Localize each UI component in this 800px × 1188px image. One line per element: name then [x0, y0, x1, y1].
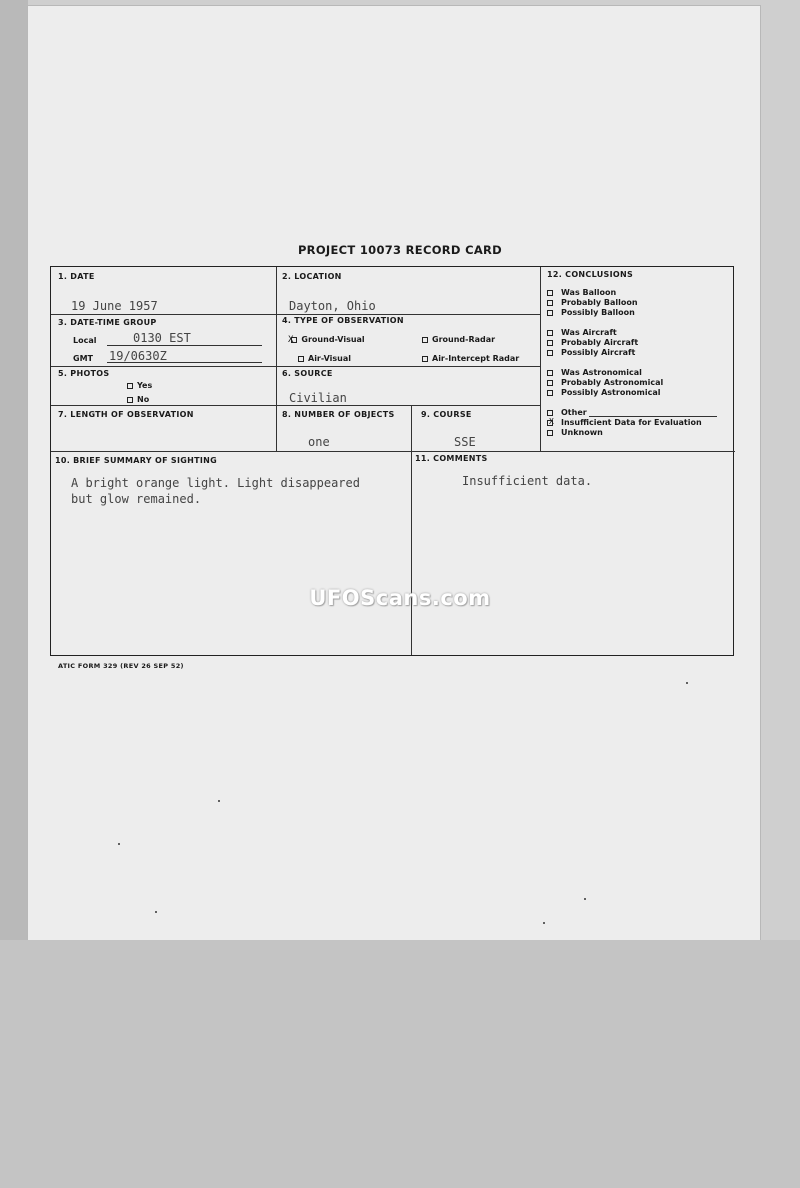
conclusion-item: [547, 408, 717, 417]
divider: [51, 366, 540, 367]
conclusion-item: [547, 368, 642, 377]
air-intercept-radar-label: Air-Intercept Radar: [432, 354, 520, 363]
scan-speck: [218, 800, 220, 802]
conclusion-item: [547, 338, 638, 347]
checkbox: [547, 380, 553, 386]
checkbox: [298, 356, 304, 362]
photos-yes-label: Yes: [137, 381, 153, 390]
date-value: 19 June 1957: [71, 299, 158, 313]
conclusion-label: Possibly Astronomical: [561, 388, 661, 397]
checkbox: [422, 337, 428, 343]
divider: [411, 405, 412, 655]
divider: [51, 451, 735, 452]
ground-visual-label: Ground-Visual: [301, 335, 365, 344]
number-of-objects-label: 8. NUMBER OF OBJECTS: [282, 410, 395, 419]
checkbox: [547, 300, 553, 306]
conclusion-label: Probably Astronomical: [561, 378, 664, 387]
date-label: 1. DATE: [58, 272, 95, 281]
scan-speck: [686, 682, 688, 684]
conclusion-label: Was Aircraft: [561, 328, 617, 337]
summary-line-2: but glow remained.: [71, 492, 202, 506]
checkbox: [547, 330, 553, 336]
ground-radar-option: [422, 335, 495, 344]
summary-label: 10. BRIEF SUMMARY OF SIGHTING: [55, 456, 218, 465]
scan-edge-shadow: [0, 0, 28, 940]
conclusion-item: [547, 298, 638, 307]
conclusion-item: [547, 348, 635, 357]
conclusions-label: 12. CONCLUSIONS: [547, 270, 633, 279]
scan-speck: [155, 911, 157, 913]
conclusion-label: Insufficient Data for Evaluation: [561, 418, 702, 427]
photos-label: 5. PHOTOS: [58, 369, 110, 378]
form-footer: ATIC FORM 329 (REV 26 SEP 52): [58, 662, 184, 670]
checkbox: [547, 390, 553, 396]
type-of-observation-label: 4. TYPE OF OBSERVATION: [282, 316, 404, 325]
checkbox-checked: [547, 416, 554, 426]
card-title: PROJECT 10073 RECORD CARD: [297, 243, 503, 257]
local-label: Local: [73, 336, 97, 345]
conclusion-label: Unknown: [561, 428, 603, 437]
scan-speck: [584, 898, 586, 900]
date-time-group-label: 3. DATE-TIME GROUP: [58, 318, 157, 327]
divider: [51, 405, 540, 406]
checkbox: [127, 383, 133, 389]
conclusion-label: Possibly Balloon: [561, 308, 635, 317]
checked-mark: X: [288, 335, 294, 345]
ground-radar-label: Ground-Radar: [432, 335, 496, 344]
ground-visual-option: [288, 335, 365, 345]
conclusion-item: [547, 378, 663, 387]
conclusion-item: [547, 308, 635, 317]
number-of-objects-value: one: [308, 435, 330, 449]
source-label: 6. SOURCE: [282, 369, 333, 378]
divider: [51, 314, 540, 315]
conclusion-item: [547, 418, 702, 427]
divider: [540, 267, 541, 451]
summary-line-1: A bright orange light. Light disappeared: [71, 476, 360, 490]
location-value: Dayton, Ohio: [289, 299, 376, 313]
course-value: SSE: [454, 435, 476, 449]
other-underline: [589, 416, 717, 417]
scan-background-lower: [0, 940, 800, 1188]
scan-speck: [543, 922, 545, 924]
conclusion-label: Was Astronomical: [561, 368, 642, 377]
local-value: 0130 EST: [133, 331, 191, 345]
photos-no-option: [127, 395, 149, 404]
checkbox: [547, 370, 553, 376]
checkbox: [547, 310, 553, 316]
conclusion-label: Probably Aircraft: [561, 338, 639, 347]
air-intercept-radar-option: [422, 354, 519, 363]
watermark: UFOScans.com: [309, 586, 491, 610]
photos-yes-option: [127, 381, 152, 390]
divider: [276, 267, 277, 451]
comments-label: 11. COMMENTS: [415, 454, 488, 463]
course-label: 9. COURSE: [421, 410, 472, 419]
gmt-label: GMT: [73, 354, 93, 363]
conclusion-label: Was Balloon: [561, 288, 617, 297]
photos-no-label: No: [137, 395, 150, 404]
checkbox: [547, 290, 553, 296]
air-visual-label: Air-Visual: [308, 354, 352, 363]
conclusion-label: Possibly Aircraft: [561, 348, 636, 357]
conclusion-item: [547, 428, 603, 437]
conclusion-item: [547, 328, 617, 337]
checkbox: [547, 430, 553, 436]
length-of-observation-label: 7. LENGTH OF OBSERVATION: [58, 410, 194, 419]
checked-mark: X: [549, 416, 554, 426]
conclusion-item: [547, 388, 660, 397]
checkbox: [422, 356, 428, 362]
comments-value: Insufficient data.: [462, 474, 593, 488]
local-underline: [107, 345, 262, 346]
checkbox: [127, 397, 133, 403]
source-value: Civilian: [289, 391, 347, 405]
location-label: 2. LOCATION: [282, 272, 342, 281]
air-visual-option: [298, 354, 351, 363]
checkbox: [547, 350, 553, 356]
conclusion-label: Other: [561, 408, 587, 417]
gmt-value: 19/0630Z: [109, 349, 167, 363]
checkbox-checked: [291, 337, 297, 343]
conclusion-label: Probably Balloon: [561, 298, 638, 307]
checkbox: [547, 410, 553, 416]
conclusion-item: [547, 288, 616, 297]
checkbox: [547, 340, 553, 346]
scan-speck: [118, 843, 120, 845]
